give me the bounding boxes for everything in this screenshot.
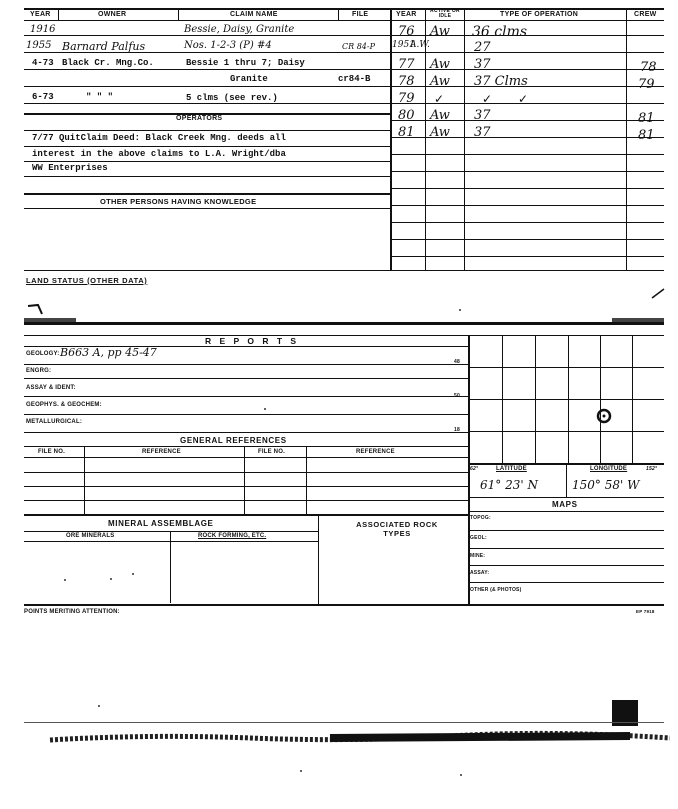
operators-label: OPERATORS — [176, 115, 223, 122]
ref-col-reference: REFERENCE — [142, 449, 181, 455]
maps-topog: TOPOG: — [470, 515, 491, 521]
geology-label: GEOLOGY: — [26, 351, 60, 357]
header-claim-name: CLAIM NAME — [230, 11, 278, 18]
activity-year: 80 — [398, 108, 415, 123]
activity-crew: 78 — [640, 60, 657, 75]
activity-status: Aw — [430, 108, 450, 123]
report-page-50: 50 — [454, 393, 460, 399]
land-status-label: LAND STATUS (OTHER DATA) — [26, 276, 148, 285]
activity-operation: 37 — [474, 108, 491, 123]
header-year: YEAR — [30, 11, 51, 18]
header-file: FILE — [352, 11, 369, 18]
owner-row-year: 1916 — [30, 24, 56, 35]
activity-year: 78 — [398, 74, 415, 89]
owner-row-claim: 5 clms (see rev.) — [186, 93, 278, 103]
quitclaim-line: 7/77 QuitClaim Deed: Black Creek Mng. deeds all — [32, 133, 286, 143]
activity-year: 81 — [398, 125, 415, 140]
mineral-assemblage-title: MINERAL ASSEMBLAGE — [108, 519, 214, 528]
activity-crew: 79 — [638, 77, 655, 92]
owner-row-owner: " " " — [86, 92, 114, 102]
header-active-idle: ACTIVE OR IDLE — [430, 8, 460, 19]
check-mark: ✓ — [518, 92, 529, 106]
geophys-label: GEOPHYS. & GEOCHEM: — [26, 402, 102, 408]
owner-row-year: 1955 — [26, 40, 52, 51]
activity-status: A.W. — [410, 40, 430, 50]
activity-status: Aw — [430, 24, 450, 39]
report-page-18: 18 — [454, 427, 460, 433]
owner-row-owner: Barnard Palfus — [62, 40, 146, 53]
activity-crew: 81 — [638, 128, 655, 143]
points-meriting-label: POINTS MERITING ATTENTION: — [24, 609, 120, 615]
form-code: EP 7918 — [636, 609, 655, 614]
lat-prefix: 62° — [470, 466, 479, 472]
header-owner: OWNER — [98, 11, 127, 18]
owner-row-year: 4-73 — [32, 58, 54, 68]
activity-operation: 36 clms — [472, 24, 528, 40]
ref-col-file-no-2: FILE NO. — [258, 449, 285, 455]
activity-crew: 81 — [638, 111, 655, 126]
lon-suffix: 152° — [646, 466, 658, 472]
owner-row-year: 6-73 — [32, 92, 54, 102]
owner-row-claim: Bessie, Daisy, Granite — [184, 24, 295, 35]
scan-smudge — [30, 726, 670, 750]
latitude-value: 61° 23' N — [480, 478, 538, 492]
activity-status: Aw — [430, 125, 450, 140]
land-status-mark — [650, 286, 666, 300]
header-activity-year: YEAR — [396, 11, 417, 18]
maps-assay: ASSAY: — [470, 570, 490, 576]
activity-year: 77 — [398, 57, 415, 72]
associated-rock-types: ASSOCIATED ROCK TYPES — [356, 520, 438, 538]
longitude-value: 150° 58' W — [572, 478, 640, 492]
ref-col-file-no: FILE NO. — [38, 449, 65, 455]
activity-year: 76 — [398, 24, 415, 39]
header-crew: CREW — [634, 11, 657, 18]
report-page-48: 48 — [454, 359, 460, 365]
ref-col-reference-2: REFERENCE — [356, 449, 395, 455]
maps-other: OTHER (& PHOTOS) — [470, 587, 522, 593]
header-type-of-operation: TYPE OF OPERATION — [500, 11, 579, 18]
activity-status: Aw — [430, 74, 450, 89]
other-persons-label: OTHER PERSONS HAVING KNOWLEDGE — [100, 197, 257, 206]
quitclaim-line: WW Enterprises — [32, 163, 108, 173]
check-mark: ✓ — [434, 92, 445, 106]
owner-row-file: CR 84-P — [342, 42, 375, 51]
check-mark: ✓ — [482, 92, 493, 106]
activity-status: Aw — [430, 57, 450, 72]
latitude-label: LATITUDE — [496, 466, 527, 472]
owner-row-claim: Granite — [230, 74, 268, 84]
owner-row-owner: Black Cr. Mng.Co. — [62, 58, 154, 68]
reports-title: R E P O R T S — [205, 336, 300, 346]
activity-year: 1951 — [392, 40, 415, 50]
owner-row-claim: Nos. 1-2-3 (P) #4 — [184, 40, 272, 51]
maps-mine: MINE: — [470, 553, 486, 559]
general-references-title: GENERAL REFERENCES — [180, 436, 287, 445]
activity-year: 79 — [398, 91, 415, 106]
quitclaim-line: interest in the above claims to L.A. Wright/dba — [32, 149, 286, 159]
engrg-label: ENGRG: — [26, 368, 52, 374]
rock-forming-label: ROCK FORMING, ETC. — [198, 533, 267, 539]
metallurgical-label: METALLURGICAL: — [26, 419, 83, 425]
activity-operation: 37 — [474, 125, 491, 140]
maps-title: MAPS — [552, 500, 578, 509]
geology-value: B663 A, pp 45-47 — [60, 346, 157, 359]
ore-minerals-label: ORE MINERALS — [66, 533, 115, 539]
activity-operation: 37 — [474, 57, 491, 72]
location-circle-marker — [595, 407, 613, 425]
maps-geol: GEOL: — [470, 535, 487, 541]
owner-row-claim: Bessie 1 thru 7; Daisy — [186, 58, 305, 68]
activity-operation: 37 Clms — [474, 74, 528, 89]
assay-ident-label: ASSAY & IDENT: — [26, 385, 76, 391]
activity-operation: 27 — [474, 40, 491, 55]
longitude-label: LONGITUDE — [590, 466, 628, 472]
owner-row-file: cr84-B — [338, 74, 371, 84]
